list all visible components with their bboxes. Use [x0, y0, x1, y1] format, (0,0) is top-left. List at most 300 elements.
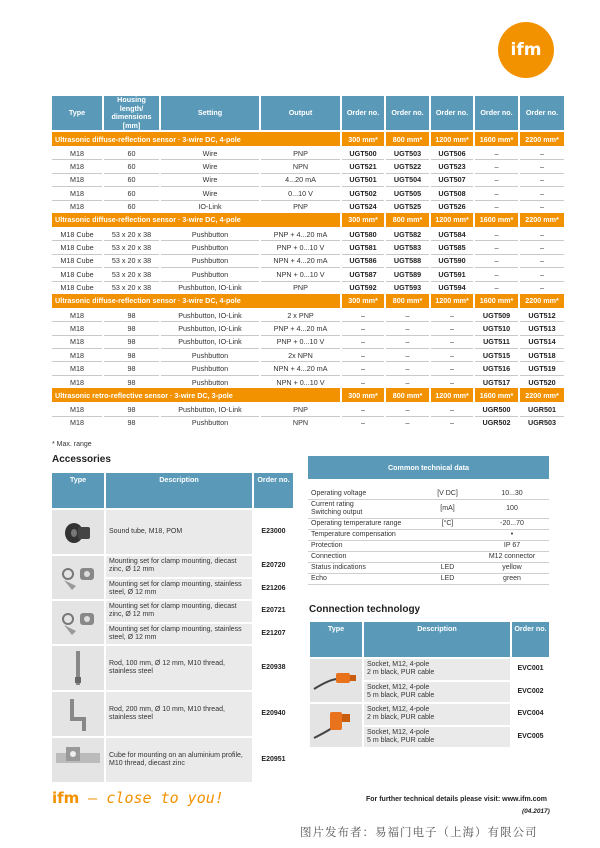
- cell-setting: Wire: [161, 147, 259, 160]
- footer-slogan: [52, 789, 224, 807]
- tech-row: [308, 552, 549, 563]
- cube-mount-icon: [52, 739, 104, 779]
- cell-order-no: –: [475, 268, 518, 281]
- table-row: [52, 147, 564, 160]
- cell-order-no: UGT582: [386, 228, 429, 241]
- cell-order-no: UGT589: [386, 268, 429, 281]
- cell-order-no: UGT500: [342, 147, 384, 160]
- cell-setting: Pushbutton: [161, 268, 259, 281]
- cell-setting: Pushbutton, IO-Link: [161, 322, 259, 335]
- rod-bent-icon: [52, 693, 104, 733]
- accessory-order-no: E20720: [254, 556, 293, 577]
- accessory-order-no: E21206: [254, 579, 293, 600]
- cell-type: M18: [52, 322, 102, 335]
- cell-order-no: –: [386, 322, 429, 335]
- header-order: Order no.: [520, 96, 564, 132]
- conn-header-type: Type: [310, 622, 362, 657]
- tech-label: Operating voltage: [308, 489, 420, 500]
- accessory-description: Cube for mounting on an aluminium profile, M10 thread, diecast zinc: [106, 738, 252, 782]
- acc-header-description: Description: [106, 473, 252, 508]
- table-row: [52, 228, 564, 241]
- table-row: [52, 336, 564, 349]
- cell-order-no: UGT506: [431, 147, 473, 160]
- accessory-order-no: E20940: [254, 692, 293, 736]
- connection-image: [310, 659, 362, 702]
- tech-label: Temperature compensation: [308, 530, 420, 541]
- cell-output: PNP: [261, 147, 340, 160]
- cell-type: M18: [70, 418, 84, 428]
- cell-output: PNP + 4...20 mA: [261, 228, 340, 241]
- tech-label: Connection: [308, 552, 420, 563]
- accessory-description: Sound tube, M18, POM: [106, 510, 252, 554]
- cell-housing: 53 x 20 x 38: [104, 268, 159, 281]
- cell-order-no: –: [342, 322, 384, 335]
- cell-housing: 53 x 20 x 38: [104, 228, 159, 241]
- accessory-order-no: E20938: [254, 646, 293, 690]
- tech-row: [308, 500, 549, 519]
- tech-unit: [420, 541, 475, 552]
- cell-order-no: UGT523: [431, 160, 473, 173]
- tech-label: Status indications: [308, 563, 420, 574]
- section-title: Ultrasonic diffuse-reflection sensor · 3-wire DC, 4-pole: [52, 132, 340, 147]
- cell-order-no: UGT586: [342, 255, 384, 268]
- cell-order-no: UGT507: [431, 174, 473, 187]
- cell-order-no: –: [494, 283, 499, 293]
- tech-value: -20...70: [475, 519, 549, 530]
- cell-setting: IO-Link: [198, 202, 222, 212]
- cell-output: NPN + 0...10 V: [261, 268, 340, 281]
- cell-output: NPN + 4...20 mA: [261, 362, 340, 375]
- cell-order-no: UGT517: [482, 377, 511, 387]
- connection-order-no: EVC005: [512, 727, 549, 748]
- tech-row: [308, 563, 549, 574]
- range-label: 800 mm*: [386, 388, 429, 403]
- cell-order-no: –: [431, 322, 473, 335]
- cell-order-no: –: [342, 309, 384, 322]
- accessory-image: [52, 692, 104, 736]
- cell-housing: 53 x 20 x 38: [111, 283, 152, 293]
- cell-order-no: –: [520, 147, 564, 160]
- cell-type: M18 Cube: [60, 283, 94, 293]
- cell-order-no: –: [520, 228, 564, 241]
- cell-order-no: –: [450, 377, 454, 387]
- cell-order-no: UGT504: [386, 174, 429, 187]
- cell-output: NPN: [292, 418, 309, 428]
- cell-order-no: –: [431, 349, 473, 362]
- header-setting: Setting: [161, 96, 259, 132]
- cell-order-no: –: [431, 309, 473, 322]
- cell-order-no: UGT584: [431, 228, 473, 241]
- table-row: [52, 268, 564, 281]
- cell-order-no: UGT515: [475, 349, 518, 362]
- cell-order-no: UGT509: [475, 309, 518, 322]
- range-label: 1600 mm*: [475, 388, 518, 403]
- accessory-row: [52, 510, 293, 554]
- accessory-description: Mounting set for clamp mounting, diecast zinc, Ø 12 mm: [106, 601, 252, 622]
- cell-order-no: –: [431, 336, 473, 349]
- range-label: 2200 mm*: [520, 213, 564, 228]
- cell-order-no: UGT516: [475, 362, 518, 375]
- cell-order-no: UGT594: [438, 283, 466, 293]
- range-label: 2200 mm*: [520, 388, 564, 403]
- connection-order-no: EVC004: [512, 704, 549, 725]
- cell-order-no: UGT501: [342, 174, 384, 187]
- cell-order-no: UGR500: [475, 403, 518, 416]
- cell-order-no: –: [520, 187, 564, 200]
- table-row: [52, 255, 564, 268]
- accessory-description: Rod, 100 mm, Ø 12 mm, M10 thread, stainless steel: [106, 646, 252, 690]
- cell-order-no: UGT512: [520, 309, 564, 322]
- cell-output: PNP + 4...20 mA: [261, 322, 340, 335]
- cell-order-no: –: [475, 174, 518, 187]
- accessory-description: Mounting set for clamp mounting, diecast zinc, Ø 12 mm: [106, 556, 252, 577]
- cell-order-no: UGR503: [528, 418, 556, 428]
- cell-output: PNP: [261, 403, 340, 416]
- cell-output: PNP + 0...10 V: [261, 336, 340, 349]
- cell-type: M18 Cube: [52, 228, 102, 241]
- cell-output: 2 x PNP: [261, 309, 340, 322]
- tech-label: Protection: [308, 541, 420, 552]
- table-row: [52, 349, 564, 362]
- cell-order-no: –: [475, 160, 518, 173]
- cell-setting: Pushbutton: [191, 377, 229, 387]
- cell-order-no: –: [405, 418, 410, 428]
- table-row: [52, 282, 564, 294]
- section-title: Ultrasonic diffuse-reflection sensor · 3-wire DC, 4-pole: [52, 213, 340, 228]
- cell-order-no: –: [342, 362, 384, 375]
- connection-image: [310, 704, 362, 747]
- cell-order-no: –: [475, 255, 518, 268]
- cell-order-no: –: [342, 336, 384, 349]
- header-housing: Housing length/ dimensions [mm]: [104, 96, 159, 132]
- connection-table: [308, 620, 551, 749]
- connection-order-no: EVC002: [512, 682, 549, 703]
- cell-order-no: –: [386, 336, 429, 349]
- cell-type: M18: [52, 309, 102, 322]
- range-label: 1200 mm*: [431, 132, 473, 147]
- range-label: 300 mm*: [342, 132, 384, 147]
- range-label: 300 mm*: [342, 213, 384, 228]
- accessory-row: [52, 738, 293, 782]
- cell-housing: 53 x 20 x 38: [104, 241, 159, 254]
- cell-order-no: UGR502: [482, 418, 511, 428]
- cell-order-no: UGT592: [349, 283, 377, 293]
- cell-setting: Pushbutton, IO-Link: [161, 336, 259, 349]
- cell-output: 4...20 mA: [261, 174, 340, 187]
- cell-order-no: –: [386, 309, 429, 322]
- section-header: [52, 294, 564, 309]
- cell-order-no: –: [361, 418, 365, 428]
- range-label: 1600 mm*: [475, 213, 518, 228]
- table-row: [52, 376, 564, 388]
- accessory-row: [52, 692, 293, 736]
- cell-setting: Pushbutton: [161, 349, 259, 362]
- cell-order-no: UGT588: [386, 255, 429, 268]
- cell-order-no: UGT510: [475, 322, 518, 335]
- cell-order-no: UGT593: [393, 283, 422, 293]
- accessory-order-no: E20721: [254, 601, 293, 622]
- accessory-order-no: E23000: [254, 510, 293, 554]
- cell-order-no: UGT522: [386, 160, 429, 173]
- table-row: [52, 322, 564, 335]
- cell-order-no: –: [450, 418, 454, 428]
- cell-order-no: UGT580: [342, 228, 384, 241]
- tech-unit: [V DC]: [420, 489, 475, 500]
- cell-type: M18: [70, 377, 84, 387]
- cell-type: M18: [52, 174, 102, 187]
- cell-order-no: UGR501: [520, 403, 564, 416]
- table-row: [52, 201, 564, 213]
- cell-order-no: –: [520, 241, 564, 254]
- header-order: Order no.: [431, 96, 473, 132]
- cell-order-no: –: [475, 147, 518, 160]
- range-label: 300 mm*: [342, 294, 384, 309]
- accessory-row: [52, 646, 293, 690]
- cell-order-no: –: [520, 268, 564, 281]
- cell-type: M18: [52, 403, 102, 416]
- cell-housing: 98: [104, 336, 159, 349]
- connection-description: Socket, M12, 4-pole 5 m black, PUR cable: [364, 727, 510, 748]
- tech-row: [308, 519, 549, 530]
- footer-brand: ifm: [52, 789, 80, 807]
- cell-housing: 98: [104, 349, 159, 362]
- connection-description: Socket, M12, 4-pole 5 m black, PUR cable: [364, 682, 510, 703]
- range-label: 2200 mm*: [520, 294, 564, 309]
- tech-unit: LED: [420, 574, 475, 585]
- cell-setting: Pushbutton: [191, 418, 229, 428]
- accessories-title: Accessories: [52, 454, 111, 465]
- table-row: [52, 403, 564, 416]
- tech-value: green: [475, 574, 549, 585]
- cell-type: M18 Cube: [52, 268, 102, 281]
- connector-straight-icon: [310, 659, 362, 699]
- cell-setting: Pushbutton, IO-Link: [161, 403, 259, 416]
- header-type: Type: [52, 96, 102, 132]
- cell-housing: 60: [104, 160, 159, 173]
- cell-order-no: UGT585: [431, 241, 473, 254]
- range-label: 2200 mm*: [520, 132, 564, 147]
- accessory-image: [52, 510, 104, 554]
- footer-slogan-text: – close to you!: [79, 789, 224, 807]
- cell-order-no: UGT525: [393, 202, 422, 212]
- table-row: [52, 187, 564, 200]
- clamp-mount-icon: [52, 556, 104, 596]
- tech-value: M12 connector: [475, 552, 549, 563]
- cell-order-no: UGT590: [431, 255, 473, 268]
- cell-housing: 60: [104, 147, 159, 160]
- tech-unit: [420, 530, 475, 541]
- cell-type: M18 Cube: [52, 241, 102, 254]
- accessory-order-no: E21207: [254, 624, 293, 645]
- cell-housing: 53 x 20 x 38: [104, 255, 159, 268]
- range-label: 800 mm*: [386, 213, 429, 228]
- cell-order-no: UGT591: [431, 268, 473, 281]
- cell-order-no: UGT521: [342, 160, 384, 173]
- range-label: 1600 mm*: [475, 132, 518, 147]
- cell-order-no: UGT526: [438, 202, 466, 212]
- cell-housing: 60: [104, 187, 159, 200]
- table-row: [52, 362, 564, 375]
- range-label: 1200 mm*: [431, 294, 473, 309]
- cell-order-no: –: [431, 362, 473, 375]
- tech-value: 100: [475, 500, 549, 519]
- watermark-text: 图片发布者：易福门电子（上海）有限公司: [300, 827, 538, 839]
- accessory-description: Mounting set for clamp mounting, stainless steel, Ø 12 mm: [106, 579, 252, 600]
- range-label: 1200 mm*: [431, 388, 473, 403]
- accessory-image: [52, 646, 104, 690]
- table-row: [52, 241, 564, 254]
- max-range-note: * Max. range: [52, 441, 92, 448]
- technical-data-table: [308, 456, 549, 585]
- range-label: 800 mm*: [386, 294, 429, 309]
- cell-output: PNP: [293, 202, 308, 212]
- cell-housing: 98: [104, 322, 159, 335]
- cell-order-no: UGT503: [386, 147, 429, 160]
- cell-order-no: –: [520, 255, 564, 268]
- connector-angled-icon: [310, 704, 362, 744]
- cell-order-no: –: [475, 228, 518, 241]
- cell-order-no: –: [520, 174, 564, 187]
- cell-housing: 98: [104, 309, 159, 322]
- accessory-row: [52, 601, 293, 622]
- header-output: Output: [261, 96, 340, 132]
- footer-visit-link[interactable]: For further technical details please visit: www.ifm.com: [366, 796, 548, 803]
- accessory-image: [52, 601, 104, 644]
- sound-tube-icon: [52, 511, 104, 551]
- cell-order-no: –: [475, 187, 518, 200]
- acc-header-type: Type: [52, 473, 104, 508]
- cell-order-no: –: [342, 349, 384, 362]
- cell-order-no: UGT518: [520, 349, 564, 362]
- clamp-mount-icon: [52, 601, 104, 641]
- footer-date: (04.2017): [522, 808, 550, 815]
- cell-housing: 98: [104, 403, 159, 416]
- cell-output: NPN + 0...10 V: [276, 377, 325, 387]
- cell-output: PNP: [293, 283, 308, 293]
- cell-order-no: UGT511: [475, 336, 518, 349]
- section-header: [52, 132, 564, 147]
- accessory-order-no: E20951: [254, 738, 293, 782]
- cell-output: NPN: [261, 160, 340, 173]
- cell-type: M18 Cube: [52, 255, 102, 268]
- accessory-image: [52, 738, 104, 782]
- section-header: [52, 213, 564, 228]
- acc-header-order: Order no.: [254, 473, 293, 508]
- cell-order-no: UGT524: [349, 202, 377, 212]
- tech-value: yellow: [475, 563, 549, 574]
- cell-order-no: UGT587: [342, 268, 384, 281]
- tech-row: [308, 574, 549, 585]
- cell-order-no: UGT513: [520, 322, 564, 335]
- accessory-image: [52, 556, 104, 599]
- cell-order-no: –: [431, 403, 473, 416]
- cell-order-no: –: [386, 362, 429, 375]
- cell-setting: Pushbutton: [161, 241, 259, 254]
- cell-order-no: –: [386, 349, 429, 362]
- rod-icon: [52, 647, 104, 687]
- cell-output: NPN + 4...20 mA: [261, 255, 340, 268]
- table-row: [52, 309, 564, 322]
- table-row: [52, 160, 564, 173]
- section-title: Ultrasonic retro-reflective sensor · 3-wire DC, 3-pole: [52, 388, 340, 403]
- cell-order-no: UGT581: [342, 241, 384, 254]
- header-order: Order no.: [342, 96, 384, 132]
- tech-value: 10...30: [475, 489, 549, 500]
- cell-setting: Wire: [161, 174, 259, 187]
- cell-setting: Wire: [161, 187, 259, 200]
- cell-order-no: –: [342, 403, 384, 416]
- header-order: Order no.: [386, 96, 429, 132]
- tech-value: IP 67: [475, 541, 549, 552]
- cell-housing: 98: [127, 377, 136, 387]
- cell-output: 0...10 V: [261, 187, 340, 200]
- tech-unit: [°C]: [420, 519, 475, 530]
- cell-setting: Pushbutton: [161, 255, 259, 268]
- header-order: Order no.: [475, 96, 518, 132]
- cell-housing: 98: [127, 418, 136, 428]
- cell-type: M18: [52, 336, 102, 349]
- cell-order-no: –: [386, 403, 429, 416]
- tech-unit: [420, 552, 475, 563]
- tech-row: [308, 541, 549, 552]
- cell-type: M18: [52, 160, 102, 173]
- cell-type: M18: [52, 147, 102, 160]
- cell-setting: Pushbutton, IO-Link: [161, 309, 259, 322]
- cell-setting: Pushbutton: [161, 362, 259, 375]
- tech-row: [308, 530, 549, 541]
- accessory-row: [52, 556, 293, 577]
- cell-order-no: –: [361, 377, 365, 387]
- tech-label: Current rating Switching output: [308, 500, 420, 519]
- ifm-logo: ifm: [498, 22, 554, 78]
- connection-description: Socket, M12, 4-pole 2 m black, PUR cable: [364, 704, 510, 725]
- accessories-table: [50, 471, 295, 784]
- product-table: [50, 96, 566, 429]
- connection-order-no: EVC001: [512, 659, 549, 680]
- cell-setting: Pushbutton: [161, 228, 259, 241]
- tech-value: •: [475, 530, 549, 541]
- cell-order-no: UGT514: [520, 336, 564, 349]
- cell-output: PNP + 0...10 V: [261, 241, 340, 254]
- range-label: 1600 mm*: [475, 294, 518, 309]
- section-title: Ultrasonic diffuse-reflection sensor · 3-wire DC, 4-pole: [52, 294, 340, 309]
- cell-output: 2x NPN: [261, 349, 340, 362]
- table-row: [52, 174, 564, 187]
- cell-order-no: UGT519: [520, 362, 564, 375]
- cell-order-no: UGT583: [386, 241, 429, 254]
- cell-order-no: UGT508: [431, 187, 473, 200]
- connection-row: [310, 704, 549, 725]
- connection-title: Connection technology: [309, 604, 421, 615]
- technical-title: Common technical data: [308, 456, 549, 479]
- cell-order-no: –: [494, 202, 499, 212]
- tech-label: Echo: [308, 574, 420, 585]
- cell-setting: Pushbutton, IO-Link: [178, 283, 242, 293]
- tech-unit: LED: [420, 563, 475, 574]
- cell-type: M18: [52, 187, 102, 200]
- range-label: 800 mm*: [386, 132, 429, 147]
- cell-type: M18: [52, 362, 102, 375]
- cell-order-no: –: [405, 377, 410, 387]
- tech-label: Operating temperature range: [308, 519, 420, 530]
- range-label: 300 mm*: [342, 388, 384, 403]
- conn-header-description: Description: [364, 622, 510, 657]
- cell-order-no: UGT520: [528, 377, 556, 387]
- tech-unit: [mA]: [420, 500, 475, 519]
- cell-housing: 60: [127, 202, 136, 212]
- accessory-description: Mounting set for clamp mounting, stainless steel, Ø 12 mm: [106, 624, 252, 645]
- cell-order-no: UGT505: [386, 187, 429, 200]
